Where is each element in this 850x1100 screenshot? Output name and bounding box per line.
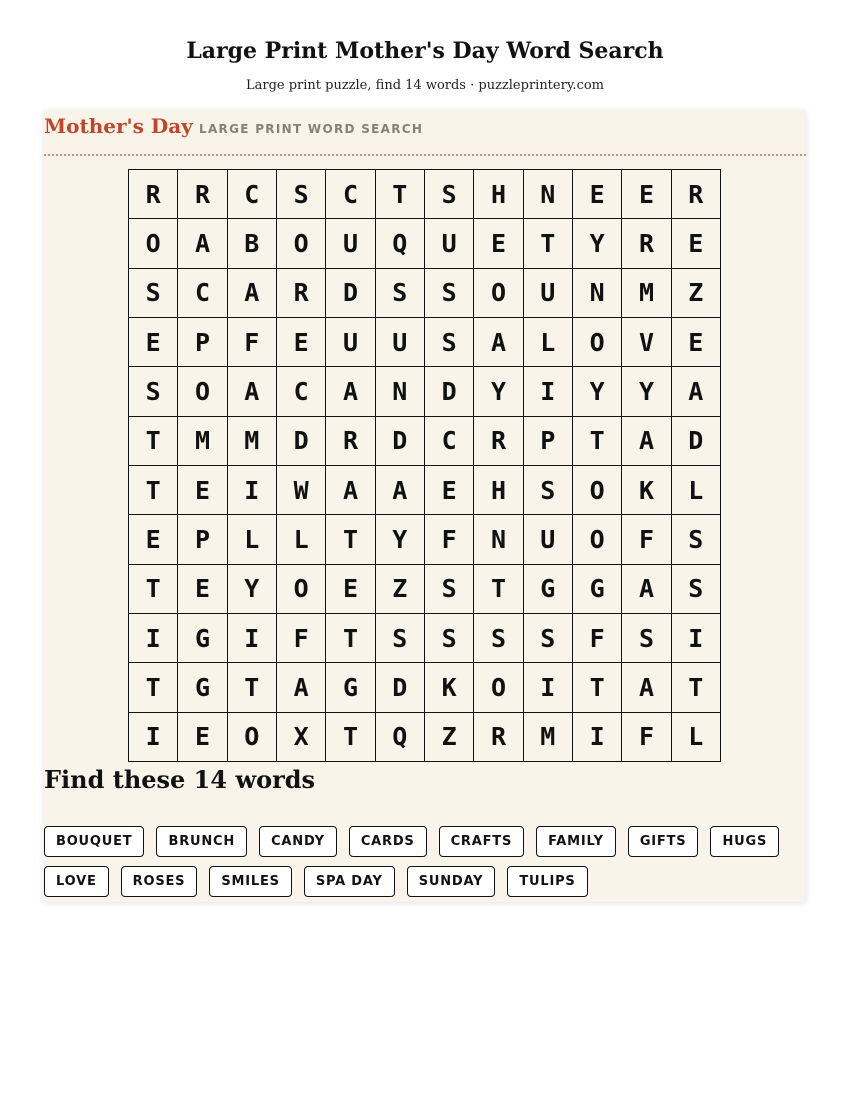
grid-cell[interactable]: W xyxy=(277,466,326,515)
word-chip: CANDY xyxy=(259,826,337,857)
grid-cell[interactable]: G xyxy=(573,565,622,614)
grid-cell[interactable]: I xyxy=(524,367,573,416)
grid-cell[interactable]: T xyxy=(573,663,622,712)
grid-cell[interactable]: U xyxy=(326,219,375,268)
grid-cell[interactable]: E xyxy=(326,565,375,614)
word-chip: TULIPS xyxy=(507,866,587,897)
grid-cell[interactable]: E xyxy=(474,219,523,268)
grid-cell[interactable]: H xyxy=(474,466,523,515)
grid-cell[interactable]: N xyxy=(376,367,425,416)
grid-cell[interactable]: T xyxy=(573,417,622,466)
grid-cell[interactable]: A xyxy=(228,367,277,416)
grid-cell[interactable]: A xyxy=(178,219,227,268)
grid-cell[interactable]: S xyxy=(376,269,425,318)
grid-cell[interactable]: D xyxy=(376,417,425,466)
grid-cell[interactable]: G xyxy=(326,663,375,712)
grid-cell[interactable]: K xyxy=(622,466,671,515)
grid-cell[interactable]: T xyxy=(524,219,573,268)
word-list xyxy=(44,826,806,897)
grid-cell[interactable]: L xyxy=(228,515,277,564)
grid-cell[interactable]: F xyxy=(573,614,622,663)
grid-cell[interactable]: U xyxy=(425,219,474,268)
grid-cell[interactable]: E xyxy=(178,713,227,762)
grid-cell[interactable]: S xyxy=(474,614,523,663)
grid-cell[interactable]: Q xyxy=(376,219,425,268)
grid-cell[interactable]: T xyxy=(474,565,523,614)
grid-cell[interactable]: U xyxy=(524,515,573,564)
grid-cell[interactable]: T xyxy=(129,565,178,614)
word-chip: ROSES xyxy=(121,866,198,897)
grid-cell[interactable]: N xyxy=(524,170,573,219)
grid-cell[interactable]: A xyxy=(622,663,671,712)
grid-cell[interactable]: A xyxy=(326,367,375,416)
grid-cell[interactable]: P xyxy=(524,417,573,466)
grid-cell[interactable]: K xyxy=(425,663,474,712)
grid-cell[interactable]: D xyxy=(672,417,721,466)
grid-cell[interactable]: I xyxy=(129,713,178,762)
grid-cell[interactable]: M xyxy=(524,713,573,762)
grid-cell[interactable]: E xyxy=(178,466,227,515)
grid-cell[interactable]: D xyxy=(326,269,375,318)
word-chip: GIFTS xyxy=(628,826,699,857)
word-chip: SUNDAY xyxy=(407,866,496,897)
grid-cell[interactable]: O xyxy=(573,466,622,515)
grid-cell[interactable]: R xyxy=(622,219,671,268)
grid-cell[interactable]: O xyxy=(573,515,622,564)
grid-cell[interactable]: R xyxy=(474,713,523,762)
grid-cell[interactable]: F xyxy=(622,713,671,762)
grid-cell[interactable]: O xyxy=(277,565,326,614)
card-header xyxy=(44,110,806,156)
grid-cell[interactable]: S xyxy=(672,565,721,614)
grid-cell[interactable]: Y xyxy=(573,219,622,268)
grid-cell[interactable]: M xyxy=(178,417,227,466)
grid-cell[interactable]: Z xyxy=(672,269,721,318)
grid-cell[interactable]: E xyxy=(129,318,178,367)
grid-cell[interactable]: I xyxy=(228,614,277,663)
grid-cell[interactable]: T xyxy=(129,466,178,515)
grid-cell[interactable]: P xyxy=(178,318,227,367)
grid-cell[interactable]: B xyxy=(228,219,277,268)
grid-cell[interactable]: D xyxy=(277,417,326,466)
grid-cell[interactable]: I xyxy=(672,614,721,663)
grid-cell[interactable]: F xyxy=(425,515,474,564)
grid-cell[interactable]: N xyxy=(573,269,622,318)
grid-cell[interactable]: E xyxy=(277,318,326,367)
page-subtitle: Large print puzzle, find 14 words · puzzleprintery.com xyxy=(245,78,605,93)
grid-cell[interactable]: A xyxy=(622,565,671,614)
grid-cell[interactable]: U xyxy=(326,318,375,367)
words-heading: Find these 14 words xyxy=(44,765,316,794)
grid-cell[interactable]: S xyxy=(425,318,474,367)
grid-cell[interactable]: Z xyxy=(425,713,474,762)
grid-cell[interactable]: S xyxy=(425,565,474,614)
grid-cell[interactable]: C xyxy=(228,170,277,219)
grid-cell[interactable]: G xyxy=(178,614,227,663)
grid-cell[interactable]: A xyxy=(277,663,326,712)
grid-cell[interactable]: E xyxy=(672,318,721,367)
grid-cell[interactable]: E xyxy=(622,170,671,219)
card-title: Mother's Day xyxy=(44,114,193,138)
grid-cell[interactable]: T xyxy=(326,713,375,762)
grid-cell[interactable]: S xyxy=(622,614,671,663)
grid-cell[interactable]: S xyxy=(376,614,425,663)
grid-cell[interactable]: S xyxy=(425,614,474,663)
grid-cell[interactable]: N xyxy=(474,515,523,564)
grid-cell[interactable]: O xyxy=(129,219,178,268)
grid-cell[interactable]: L xyxy=(524,318,573,367)
grid-cell[interactable]: H xyxy=(474,170,523,219)
grid-cell[interactable]: E xyxy=(425,466,474,515)
grid-cell[interactable]: S xyxy=(425,269,474,318)
page-title: Large Print Mother's Day Word Search xyxy=(186,38,664,64)
word-chip: CRAFTS xyxy=(439,826,525,857)
grid-cell[interactable]: Y xyxy=(573,367,622,416)
grid-cell[interactable]: C xyxy=(277,367,326,416)
grid-cell[interactable]: P xyxy=(178,515,227,564)
letter-grid xyxy=(128,169,721,762)
grid-cell[interactable]: S xyxy=(277,170,326,219)
grid-cell[interactable]: C xyxy=(326,170,375,219)
grid-cell[interactable]: O xyxy=(474,269,523,318)
grid-cell[interactable]: S xyxy=(129,367,178,416)
grid-cell[interactable]: I xyxy=(129,614,178,663)
grid-cell[interactable]: T xyxy=(376,170,425,219)
grid-cell[interactable]: C xyxy=(425,417,474,466)
grid-cell[interactable]: S xyxy=(425,170,474,219)
word-chip: CARDS xyxy=(349,826,427,857)
grid-cell[interactable]: Q xyxy=(376,713,425,762)
grid-cell[interactable]: A xyxy=(228,269,277,318)
card-tagline: LARGE PRINT WORD SEARCH xyxy=(199,122,424,136)
grid-cell[interactable]: O xyxy=(573,318,622,367)
puzzle-card xyxy=(44,110,806,902)
word-chip: HUGS xyxy=(710,826,779,857)
grid-cell[interactable]: X xyxy=(277,713,326,762)
grid-cell[interactable]: O xyxy=(277,219,326,268)
grid-cell[interactable]: A xyxy=(474,318,523,367)
grid-cell[interactable]: Y xyxy=(376,515,425,564)
grid-cell[interactable]: T xyxy=(326,515,375,564)
grid-cell[interactable]: C xyxy=(178,269,227,318)
grid-cell[interactable]: Y xyxy=(474,367,523,416)
word-chip: LOVE xyxy=(44,866,109,897)
grid-cell[interactable]: O xyxy=(228,713,277,762)
word-chip: FAMILY xyxy=(536,826,616,857)
grid-cell[interactable]: A xyxy=(376,466,425,515)
grid-cell[interactable]: D xyxy=(376,663,425,712)
grid-cell[interactable]: A xyxy=(326,466,375,515)
word-chip: SMILES xyxy=(209,866,291,897)
grid-cell[interactable]: M xyxy=(622,269,671,318)
grid-cell[interactable]: L xyxy=(672,713,721,762)
grid-cell[interactable]: I xyxy=(573,713,622,762)
grid-cell[interactable]: T xyxy=(129,417,178,466)
grid-cell[interactable]: R xyxy=(277,269,326,318)
grid-cell[interactable]: E xyxy=(178,565,227,614)
grid-cell[interactable]: A xyxy=(672,367,721,416)
grid-cell[interactable]: R xyxy=(326,417,375,466)
grid-cell[interactable]: R xyxy=(129,170,178,219)
grid-cell[interactable]: M xyxy=(228,417,277,466)
grid-cell[interactable]: E xyxy=(129,515,178,564)
grid-cell[interactable]: O xyxy=(474,663,523,712)
grid-cell[interactable]: T xyxy=(129,663,178,712)
grid-cell[interactable]: S xyxy=(524,466,573,515)
grid-cell[interactable]: S xyxy=(672,515,721,564)
grid-cell[interactable]: L xyxy=(672,466,721,515)
word-chip: BOUQUET xyxy=(44,826,144,857)
grid-cell[interactable]: G xyxy=(524,565,573,614)
grid-cell[interactable]: I xyxy=(524,663,573,712)
word-chip: BRUNCH xyxy=(156,826,247,857)
grid-cell[interactable]: Y xyxy=(228,565,277,614)
grid-cell[interactable]: U xyxy=(376,318,425,367)
grid-cell[interactable]: T xyxy=(228,663,277,712)
grid-cell[interactable]: O xyxy=(178,367,227,416)
grid-cell[interactable]: A xyxy=(622,417,671,466)
word-chip: SPA DAY xyxy=(304,866,395,897)
grid-cell[interactable]: F xyxy=(622,515,671,564)
grid-cell[interactable]: T xyxy=(672,663,721,712)
grid-cell[interactable]: I xyxy=(228,466,277,515)
grid-cell[interactable]: G xyxy=(178,663,227,712)
grid-cell[interactable]: S xyxy=(129,269,178,318)
grid-cell[interactable]: Y xyxy=(622,367,671,416)
grid-cell[interactable]: F xyxy=(228,318,277,367)
grid-cell[interactable]: E xyxy=(672,219,721,268)
grid-cell[interactable]: R xyxy=(474,417,523,466)
grid-cell[interactable]: L xyxy=(277,515,326,564)
grid-cell[interactable]: Z xyxy=(376,565,425,614)
grid-cell[interactable]: R xyxy=(178,170,227,219)
grid-cell[interactable]: E xyxy=(573,170,622,219)
grid-cell[interactable]: D xyxy=(425,367,474,416)
grid-cell[interactable]: U xyxy=(524,269,573,318)
grid-cell[interactable]: V xyxy=(622,318,671,367)
grid-cell[interactable]: F xyxy=(277,614,326,663)
grid-cell[interactable]: R xyxy=(672,170,721,219)
grid-cell[interactable]: S xyxy=(524,614,573,663)
grid-cell[interactable]: T xyxy=(326,614,375,663)
